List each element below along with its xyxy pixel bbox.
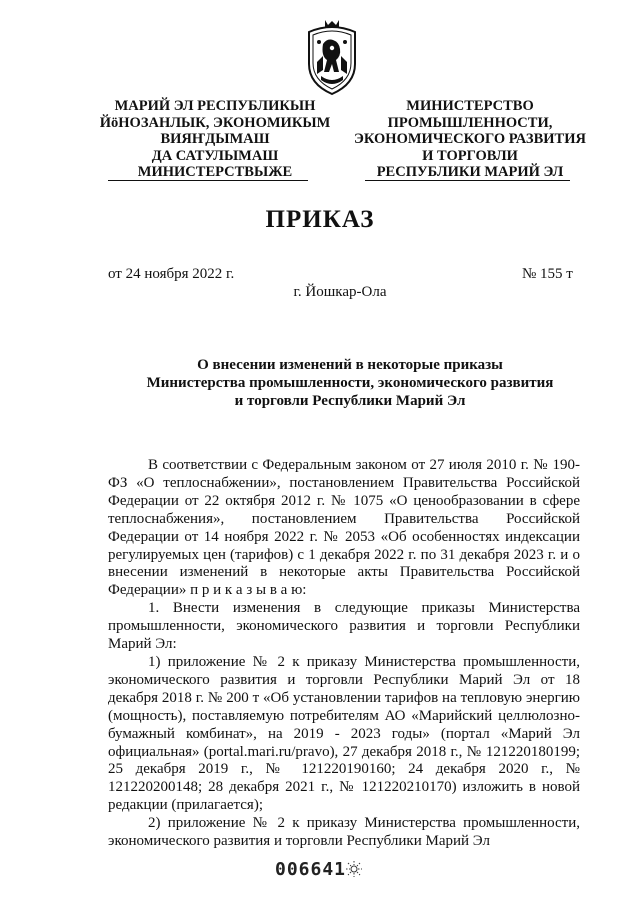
- header-right-line: РЕСПУБЛИКИ МАРИЙ ЭЛ: [376, 164, 564, 180]
- coat-of-arms-emblem: [303, 18, 361, 96]
- header-left-line: ЙӧНОЗАНЛЫК, ЭКОНОМИКЫМ: [99, 114, 331, 131]
- order-number: № 155 т: [522, 266, 573, 282]
- form-serial-number: 006641: [275, 859, 347, 880]
- header-left-line: МАРИЙ ЭЛ РЕСПУБЛИКЫН: [114, 98, 316, 114]
- body-paragraph: В соответствии с Федеральным законом от 27 июля 2010 г. № 190-ФЗ «О теплоснабжении», постановлением Правительства Российской Федерации от 22 октября 2012 г. № 1075 «О ценообразовании в сфере теплоснабжения», постановлением Правительства Российской Федерации от 14 ноября 2022 г. № 2053 «Об особенностях индексации регулируемых цен (тарифов) с 1 декабря 2022 г. по 31 декабря 2023 г. и о внесении изменений в некоторые акты Правительства Российской Федерации» п р и к а з ы в а ю:: [108, 457, 580, 599]
- order-date: от 24 ноября 2022 г.: [108, 266, 235, 282]
- header-right-rule: [365, 180, 570, 181]
- body-paragraph: 1. Внести изменения в следующие приказы Министерства промышленности, экономического развития и торговли Республики Марий Эл:: [108, 600, 580, 653]
- header-right-line: И ТОРГОВЛИ: [422, 147, 518, 164]
- body-paragraph: 1) приложение № 2 к приказу Министерства промышленности, экономического развития и торговли Республики Марий Эл от 18 декабря 2018 г. № 200 т «Об установлении тарифов на тепловую энергию (мощность), поставляемую потребителям АО «Марийский целлюлозно-бумажный комбинат», на 2019 - 2023 годы» (портал «Марий Эл официальная» (portal.mari.ru/pravo), 27 декабря 2018 г., № 121220180199; 25 декабря 2019 г., № 121220190160; 24 декабря 2020 г., № 121220200148; 28 декабря 2021 г., № 121220210170) изложить в новой редакции (прилагается);: [108, 653, 580, 814]
- subject-line: и торговли Республики Марий Эл: [234, 393, 466, 409]
- subject-line: Министерства промышленности, экономического развития: [146, 375, 554, 391]
- order-body: [108, 457, 580, 851]
- ministry-name-russian: [350, 98, 590, 181]
- order-city: г. Йошкар-Ола: [293, 284, 387, 300]
- header-left-line: ДА САТУЛЫМАШ: [151, 147, 279, 164]
- header-left-line: МИНИСТЕРСТВЫЖЕ: [137, 164, 293, 180]
- ministry-name-mari: [95, 98, 335, 181]
- header-right-line: МИНИСТЕРСТВО: [406, 98, 534, 114]
- order-subject: [60, 356, 640, 410]
- header-right-line: ЭКОНОМИЧЕСКОГО РАЗВИТИЯ: [354, 131, 586, 147]
- rosette-mark-icon: [345, 860, 363, 878]
- subject-line: О внесении изменений в некоторые приказы: [197, 357, 503, 373]
- header-left-line: ВИЯҤДЫМАШ: [160, 131, 270, 147]
- header-right-line: ПРОМЫШЛЕННОСТИ,: [387, 114, 553, 131]
- header-left-rule: [108, 180, 308, 181]
- body-paragraph: 2) приложение № 2 к приказу Министерства промышленности, экономического развития и торговли Республики Марий Эл: [108, 815, 580, 850]
- document-type-title: ПРИКАЗ: [265, 206, 375, 233]
